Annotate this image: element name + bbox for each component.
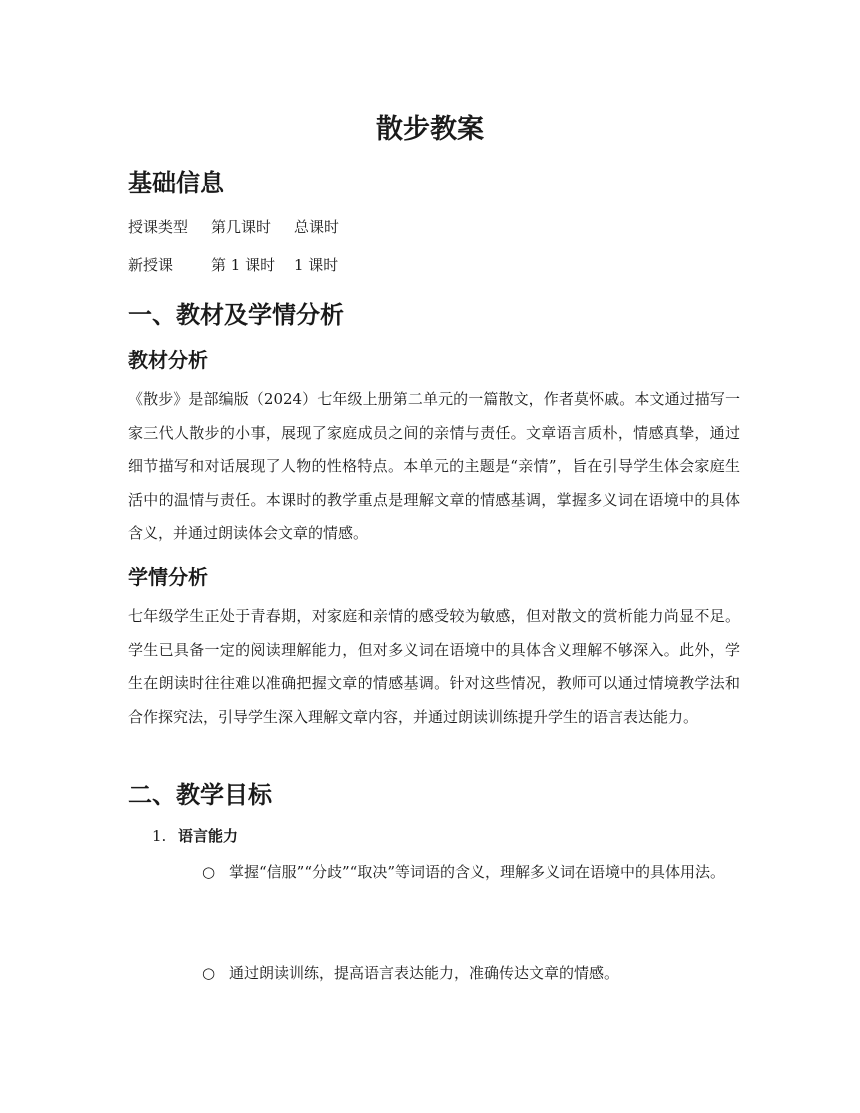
basic-info-value-row xyxy=(128,254,338,276)
goal-item-number: 1. xyxy=(152,827,167,845)
goal-item-label: 语言能力 xyxy=(178,827,239,845)
header-lesson-number: 第几课时 xyxy=(211,218,272,236)
student-analysis-text: 七年级学生正处于青春期，对家庭和亲情的感受较为敏感，但对散文的赏析能力尚显不足。学生已具备一定的阅读理解能力，但对多义词在语境中的具体含义理解不够深入。此外，学生在朗读时往往难以准确把握文章的情感基调。针对这些情况，教师可以通过情境教学法和合作探究法，引导学生深入理解文章内容，并通过朗读训练提升学生的语言表达能力。 xyxy=(128,607,740,726)
document-title: 散步教案 xyxy=(376,114,484,145)
section1-heading: 一、教材及学情分析 xyxy=(128,301,344,329)
textbook-analysis-text: 《散步》是部编版（2024）七年级上册第二单元的一篇散文，作者莫怀戚。本文通过描写一家三代人散步的小事，展现了家庭成员之间的亲情与责任。文章语言质朴，情感真挚，通过细节描写和对话展现了人物的性格特点。本单元的主题是“亲情”，旨在引导学生体会家庭生活中的温情与责任。本课时的教学重点是理解文章的情感基调，掌握多义词在语境中的具体含义，并通过朗读体会文章的情感。 xyxy=(128,390,740,543)
goal-subitem-text: 掌握“信服”“分歧”“取决”等词语的含义，理解多义词在语境中的具体用法。 xyxy=(229,863,726,881)
value-lesson-type: 新授课 xyxy=(128,256,174,274)
circle-bullet-icon: ○ xyxy=(202,964,216,982)
textbook-analysis-heading: 教材分析 xyxy=(128,348,208,372)
header-lesson-type: 授课类型 xyxy=(128,218,189,236)
student-analysis-heading: 学情分析 xyxy=(128,565,208,589)
goal-item-1 xyxy=(152,825,238,847)
section2-heading: 二、教学目标 xyxy=(128,781,272,809)
basic-info-heading: 基础信息 xyxy=(128,169,224,197)
circle-bullet-icon: ○ xyxy=(202,863,216,881)
basic-info-header-row xyxy=(128,216,339,238)
header-total-lessons: 总课时 xyxy=(294,218,340,236)
goal-subitem-text: 通过朗读训练，提高语言表达能力，准确传达文章的情感。 xyxy=(229,964,620,982)
value-lesson-number: 第 1 课时 xyxy=(211,256,276,274)
value-total-lessons: 1 课时 xyxy=(294,256,339,274)
